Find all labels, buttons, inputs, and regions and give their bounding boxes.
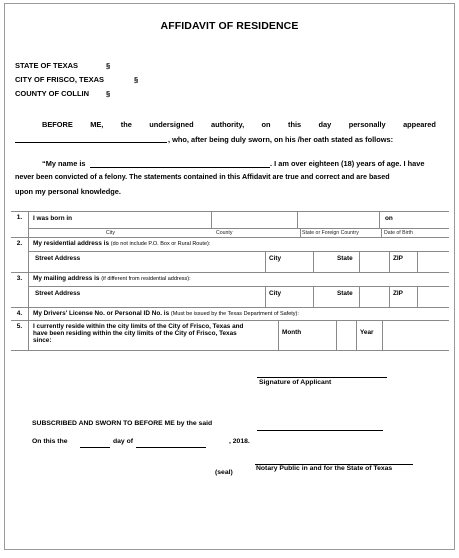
venue-county-mark: § <box>106 89 111 98</box>
on-this-the: On this the <box>32 438 68 445</box>
mailing-label: My mailing address is (if different from residential address): <box>33 275 191 282</box>
since-line-3: since: <box>33 337 52 344</box>
seal-label: (seal) <box>215 469 233 476</box>
since-line-2: have been residing within the city limits of the City of Frisco, Texas <box>33 330 237 337</box>
zip-label: ZIP <box>393 290 403 297</box>
state-label: State <box>337 290 353 297</box>
license-label: My Drivers' License No. or Personal ID No. is (Must be issued by the Texas Department of Safety): <box>33 310 299 317</box>
month-blank[interactable] <box>136 447 206 448</box>
street-address-label: Street Address <box>35 290 81 297</box>
before-me-line <box>42 120 436 129</box>
notary-label: Notary Public in and for the State of Texas <box>256 465 393 472</box>
document-title: AFFIDAVIT OF RESIDENCE <box>160 20 299 32</box>
before-word: personally <box>348 120 386 129</box>
sub-city: City <box>106 230 115 236</box>
city-label: City <box>269 255 282 262</box>
zip-label: ZIP <box>393 255 403 262</box>
venue-city: CITY OF FRISCO, TEXAS <box>15 75 105 84</box>
row-mailing-address <box>11 273 449 308</box>
name-blank[interactable] <box>90 167 270 168</box>
day-blank[interactable] <box>80 447 110 448</box>
street-address-label: Street Address <box>35 255 81 262</box>
row-number: 1. <box>11 212 29 237</box>
sub-county: County <box>216 230 233 236</box>
year-text: , 2018. <box>229 438 250 445</box>
venue-state-mark: § <box>106 61 111 70</box>
name-prefix: “My name is <box>42 159 86 168</box>
city-label: City <box>269 290 282 297</box>
row-birthplace <box>11 212 449 238</box>
residential-label: My residential address is (do not include P.O. Box or Rural Route): <box>33 240 211 247</box>
month-label: Month <box>282 329 302 336</box>
day-of-text: day of <box>113 438 134 445</box>
row-license-number <box>11 308 449 321</box>
residential-note: (do not include P.O. Box or Rural Route): <box>110 241 211 247</box>
signature-label: Signature of Applicant <box>259 379 332 386</box>
sworn-name-blank[interactable] <box>257 430 383 431</box>
row-number: 5. <box>11 321 29 350</box>
before-word: this <box>287 120 302 129</box>
before-word: undersigned <box>149 120 194 129</box>
before-word: appeared <box>403 120 436 129</box>
venue-city-mark: § <box>134 75 139 84</box>
venue-county: COUNTY OF COLLIN <box>15 89 90 98</box>
row-residence-since <box>11 321 449 351</box>
subscribed-text: SUBSCRIBED AND SWORN TO BEFORE ME by the said <box>32 420 213 427</box>
mailing-note: (if different from residential address): <box>101 276 191 282</box>
since-line-1: I currently reside within the city limits of the City of Frisco, Texas and <box>33 323 244 330</box>
before-word: BEFORE <box>42 120 73 129</box>
on-label: on <box>385 215 393 222</box>
before-word: day <box>318 120 332 129</box>
affiant-name-blank[interactable] <box>15 142 167 143</box>
sub-date-of-birth: Date of Birth <box>384 230 413 236</box>
row-residential-address <box>11 238 449 273</box>
state-label: State <box>337 255 353 262</box>
affidavit-page <box>4 3 455 550</box>
statement-line-3: upon my personal knowledge. <box>15 187 121 196</box>
row-number: 3. <box>11 273 29 307</box>
before-word: authority, <box>211 120 245 129</box>
before-word: on <box>261 120 271 129</box>
name-suffix: . I am over eighteen (18) years of age. I have <box>270 159 425 168</box>
license-note: (Must be issued by the Texas Department of Safety): <box>170 311 299 317</box>
applicant-signature-line[interactable] <box>257 377 387 378</box>
residence-form-table <box>11 211 449 351</box>
year-label: Year <box>360 329 374 336</box>
born-label: I was born in <box>33 215 73 222</box>
row-number: 4. <box>11 308 29 320</box>
before-word: ME, <box>90 120 104 129</box>
oath-text: , who, after being duly sworn, on his /her oath stated as follows: <box>168 135 394 144</box>
sub-state-country: State or Foreign Country <box>302 230 359 236</box>
row-number: 2. <box>11 238 29 272</box>
before-word: the <box>120 120 132 129</box>
venue-state: STATE OF TEXAS <box>15 61 79 70</box>
statement-line-2: never been convicted of a felony. The statements contained in this Affidavit are true and correct and are based <box>15 173 390 181</box>
